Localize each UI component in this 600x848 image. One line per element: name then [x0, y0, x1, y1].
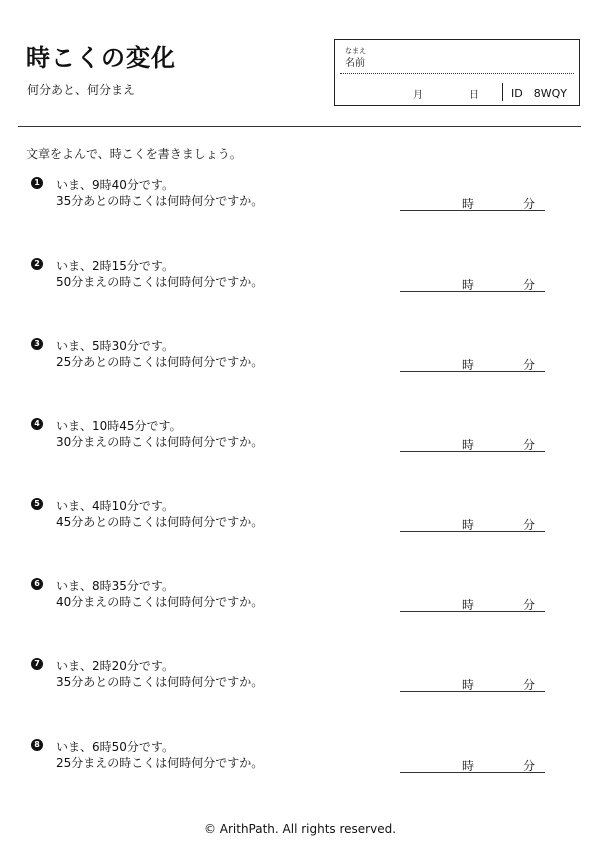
hour-unit: 時 [462, 278, 475, 292]
date-id-separator [502, 83, 503, 101]
answer-line [400, 531, 545, 532]
problem-question: 35分あとの時こくは何時何分ですか。 [56, 675, 264, 689]
problem-5 [0, 497, 600, 537]
header-rule [18, 126, 581, 127]
minute-unit: 分 [523, 197, 536, 211]
problem-question: 35分あとの時こくは何時何分ですか。 [56, 194, 264, 208]
answer-line [400, 691, 545, 692]
minute-unit: 分 [523, 518, 536, 532]
answer-line [400, 772, 545, 773]
problem-number-badge: 6 [31, 578, 43, 590]
answer-line [400, 611, 545, 612]
name-label: 名前 [345, 58, 365, 69]
problem-statement: いま、8時35分です。 [56, 579, 174, 593]
name-divider [340, 73, 574, 74]
problem-question: 45分あとの時こくは何時何分ですか。 [56, 515, 264, 529]
minute-unit: 分 [523, 278, 536, 292]
problem-number-badge: 3 [31, 338, 43, 350]
answer-line [400, 371, 545, 372]
problem-question: 25分あとの時こくは何時何分ですか。 [56, 355, 264, 369]
minute-unit: 分 [523, 358, 536, 372]
problem-question: 30分まえの時こくは何時何分ですか。 [56, 435, 264, 449]
problem-1 [0, 176, 600, 216]
problem-statement: いま、10時45分です。 [56, 419, 182, 433]
minute-unit: 分 [523, 759, 536, 773]
answer-line [400, 451, 545, 452]
problem-3 [0, 337, 600, 377]
problem-6 [0, 577, 600, 617]
hour-unit: 時 [462, 759, 475, 773]
worksheet-title: 時こくの変化 [26, 44, 176, 72]
answer-line [400, 291, 545, 292]
problem-statement: いま、4時10分です。 [56, 499, 174, 513]
problem-statement: いま、5時30分です。 [56, 339, 174, 353]
answer-line [400, 210, 545, 211]
copyright-footer: © ArithPath. All rights reserved. [203, 822, 397, 836]
problem-statement: いま、2時15分です。 [56, 259, 174, 273]
problem-number-badge: 4 [31, 418, 43, 430]
worksheet-subtitle: 何分あと、何分まえ [27, 83, 136, 97]
minute-unit: 分 [523, 678, 536, 692]
problem-statement: いま、6時50分です。 [56, 740, 174, 754]
problem-number-badge: 2 [31, 258, 43, 270]
hour-unit: 時 [462, 598, 475, 612]
hour-unit: 時 [462, 197, 475, 211]
problem-number-badge: 1 [31, 177, 43, 189]
month-label: 月 [413, 90, 423, 101]
problem-statement: いま、2時20分です。 [56, 659, 174, 673]
day-label: 日 [469, 90, 479, 101]
problem-8 [0, 738, 600, 778]
worksheet-id: ID 8WQY [511, 87, 567, 100]
problem-number-badge: 7 [31, 658, 43, 670]
name-furigana: なまえ [345, 47, 366, 55]
problem-question: 40分まえの時こくは何時何分ですか。 [56, 595, 264, 609]
problem-number-badge: 5 [31, 498, 43, 510]
problem-number-badge: 8 [31, 739, 43, 751]
problem-question: 50分まえの時こくは何時何分ですか。 [56, 275, 264, 289]
problem-7 [0, 657, 600, 697]
hour-unit: 時 [462, 518, 475, 532]
hour-unit: 時 [462, 438, 475, 452]
hour-unit: 時 [462, 358, 475, 372]
name-box [334, 39, 580, 106]
problem-4 [0, 417, 600, 457]
hour-unit: 時 [462, 678, 475, 692]
problem-2 [0, 257, 600, 297]
problem-question: 25分まえの時こくは何時何分ですか。 [56, 756, 264, 770]
instructions: 文章をよんで、時こくを書きましょう。 [26, 147, 242, 161]
minute-unit: 分 [523, 438, 536, 452]
problem-statement: いま、9時40分です。 [56, 178, 174, 192]
minute-unit: 分 [523, 598, 536, 612]
